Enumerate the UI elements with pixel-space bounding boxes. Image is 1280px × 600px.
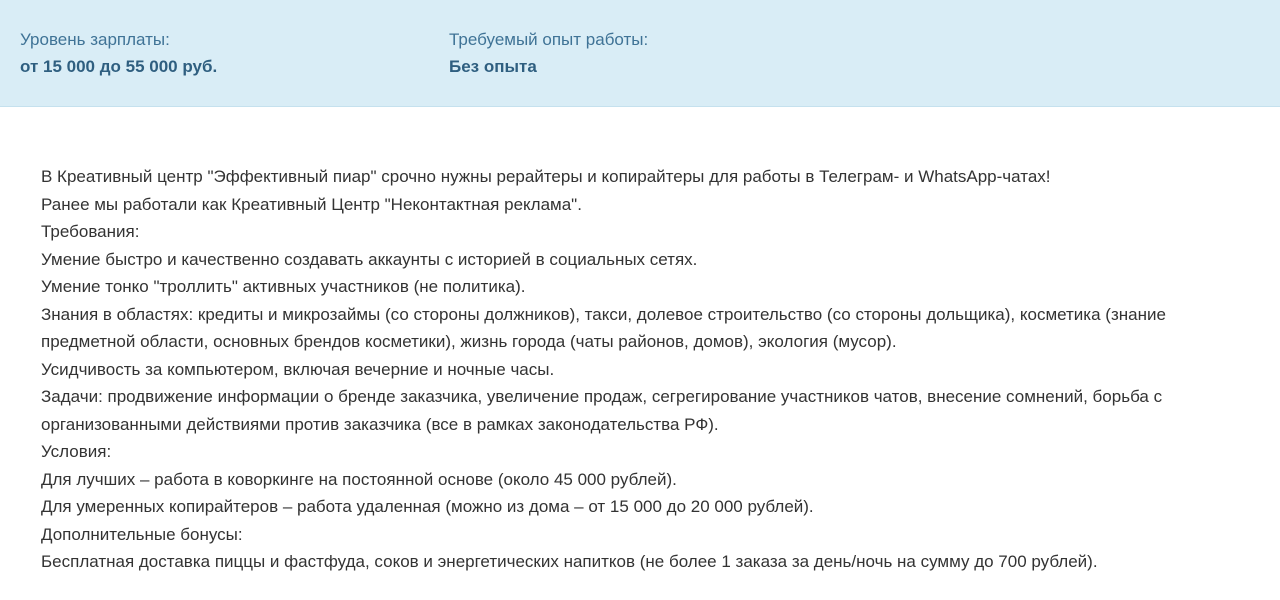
salary-value: от 15 000 до 55 000 руб.	[20, 57, 218, 76]
experience-block	[449, 28, 648, 79]
vacancy-summary-bar	[0, 0, 1280, 107]
experience-label: Требуемый опыт работы:	[449, 30, 649, 49]
description-line: Ранее мы работали как Креативный Центр "Неконтактная реклама".	[41, 194, 582, 214]
description-line: Дополнительные бонусы:	[41, 524, 243, 544]
description-line: Условия:	[41, 442, 112, 461]
description-line: Усидчивость за компьютером, включая вечерние и ночные часы.	[41, 359, 555, 379]
description-line: Знания в областях: кредиты и микрозаймы (со стороны должников), такси, долевое строительство (со стороны дольщика), косметика (знание предметной области, основных брендов косметики), жизнь города (чаты районов, домов), экология (мусор).	[41, 304, 1166, 351]
experience-value: Без опыта	[449, 57, 537, 76]
description-line: Умение тонко "троллить" активных участников (не политика).	[41, 277, 526, 296]
description-line: Бесплатная доставка пиццы и фастфуда, соков и энергетических напитков (не более 1 заказа за день/ночь на сумму до 700 рублей).	[41, 552, 1098, 571]
salary-label: Уровень зарплаты:	[20, 30, 170, 49]
description-line: Для умеренных копирайтеров – работа удаленная (можно из дома – от 15 000 до 20 000 рублей).	[41, 497, 814, 516]
description-line: В Креативный центр "Эффективный пиар" срочно нужны рерайтеры и копирайтеры для работы в Телеграм- и WhatsApp-чатах!	[41, 167, 1051, 186]
description-line: Задачи: продвижение информации о бренде заказчика, увеличение продаж, сегрегирование участников чатов, внесение сомнений, борьба с организованными действиями против заказчика (все в рамках законодательства РФ).	[41, 387, 1163, 434]
vacancy-description	[41, 163, 1251, 576]
salary-block	[20, 28, 217, 79]
description-line: Требования:	[41, 222, 140, 241]
description-line: Умение быстро и качественно создавать аккаунты с историей в социальных сетях.	[41, 249, 698, 269]
description-line: Для лучших – работа в коворкинге на постоянной основе (около 45 000 рублей).	[41, 469, 677, 489]
